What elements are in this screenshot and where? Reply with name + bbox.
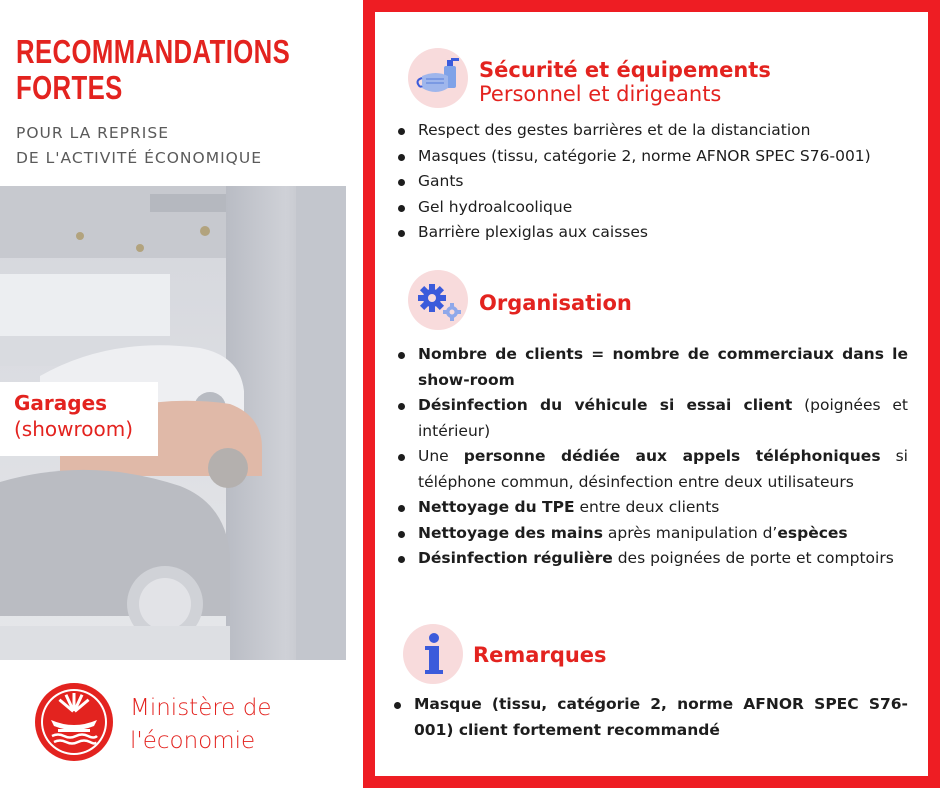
remarks-section-title: Remarques <box>473 643 607 667</box>
main-title <box>16 33 291 106</box>
subtitle <box>16 121 356 171</box>
item-bold-text: Désinfection du véhicule si essai client <box>418 396 793 414</box>
list-item: Gants <box>396 169 916 195</box>
list-item: Gel hydroalcoolique <box>396 195 916 221</box>
gears-icon <box>408 270 468 330</box>
item-bold-text: Nettoyage des mains <box>418 523 603 542</box>
info-icon <box>403 624 463 684</box>
item-text: (poignées et intérieur) <box>418 396 908 440</box>
subtitle-line2: DE L'ACTIVITÉ ÉCONOMIQUE <box>16 149 263 167</box>
main-title-line1: RECOMMANDATIONS <box>16 33 291 70</box>
list-item <box>396 342 908 393</box>
item-text: entre deux clients <box>574 498 720 516</box>
garage-label-box <box>0 382 158 456</box>
security-section-subtitle: Personnel et dirigeants <box>479 82 722 106</box>
list-item: Respect des gestes barrières et de la distanciation <box>396 118 916 144</box>
garage-title: Garages <box>14 391 108 415</box>
item-bold-text: Nombre de clients = nombre de commerciaux dans le show-room <box>418 345 908 389</box>
list-item: Barrière plexiglas aux caisses <box>396 220 916 246</box>
list-item <box>396 546 908 572</box>
left-column <box>0 0 362 788</box>
garage-subtitle: (showroom) <box>14 417 134 441</box>
list-item <box>396 393 908 444</box>
list-item <box>396 521 908 547</box>
item-bold-text: Nettoyage du TPE <box>418 498 575 516</box>
security-section-title: Sécurité et équipements <box>479 58 771 82</box>
ministry-line1: Ministère de <box>130 695 272 721</box>
list-item <box>396 495 908 521</box>
mask-sanitizer-icon <box>408 48 468 108</box>
item-text: après manipulation d’ <box>602 523 778 542</box>
item-text: des poignées de porte et comptoirs <box>612 549 894 567</box>
item-text: si téléphone commun, désinfection entre deux utilisateurs <box>418 447 908 491</box>
remarks-list <box>392 692 908 743</box>
list-item: Masques (tissu, catégorie 2, norme AFNOR SPEC S76-001) <box>396 144 916 170</box>
polynesia-seal-icon <box>34 682 114 762</box>
list-item: Masque (tissu, catégorie 2, norme AFNOR SPEC S76-001) client fortement recommandé <box>392 692 908 743</box>
item-bold-text: personne dédiée aux appels téléphoniques <box>463 447 881 465</box>
item-bold-text: Désinfection régulière <box>418 549 613 567</box>
item-text: Une <box>418 447 464 465</box>
subtitle-line1: POUR LA REPRISE <box>16 124 169 142</box>
list-item <box>396 444 908 495</box>
ministry-line2: l'économie <box>130 728 256 754</box>
security-list <box>396 118 916 246</box>
organisation-section-title: Organisation <box>479 291 632 315</box>
item-bold-text: espèces <box>777 523 848 542</box>
organisation-list <box>396 342 908 572</box>
ministry-logo <box>34 678 354 770</box>
ministry-name <box>130 692 350 758</box>
main-title-line2: FORTES <box>16 69 123 106</box>
